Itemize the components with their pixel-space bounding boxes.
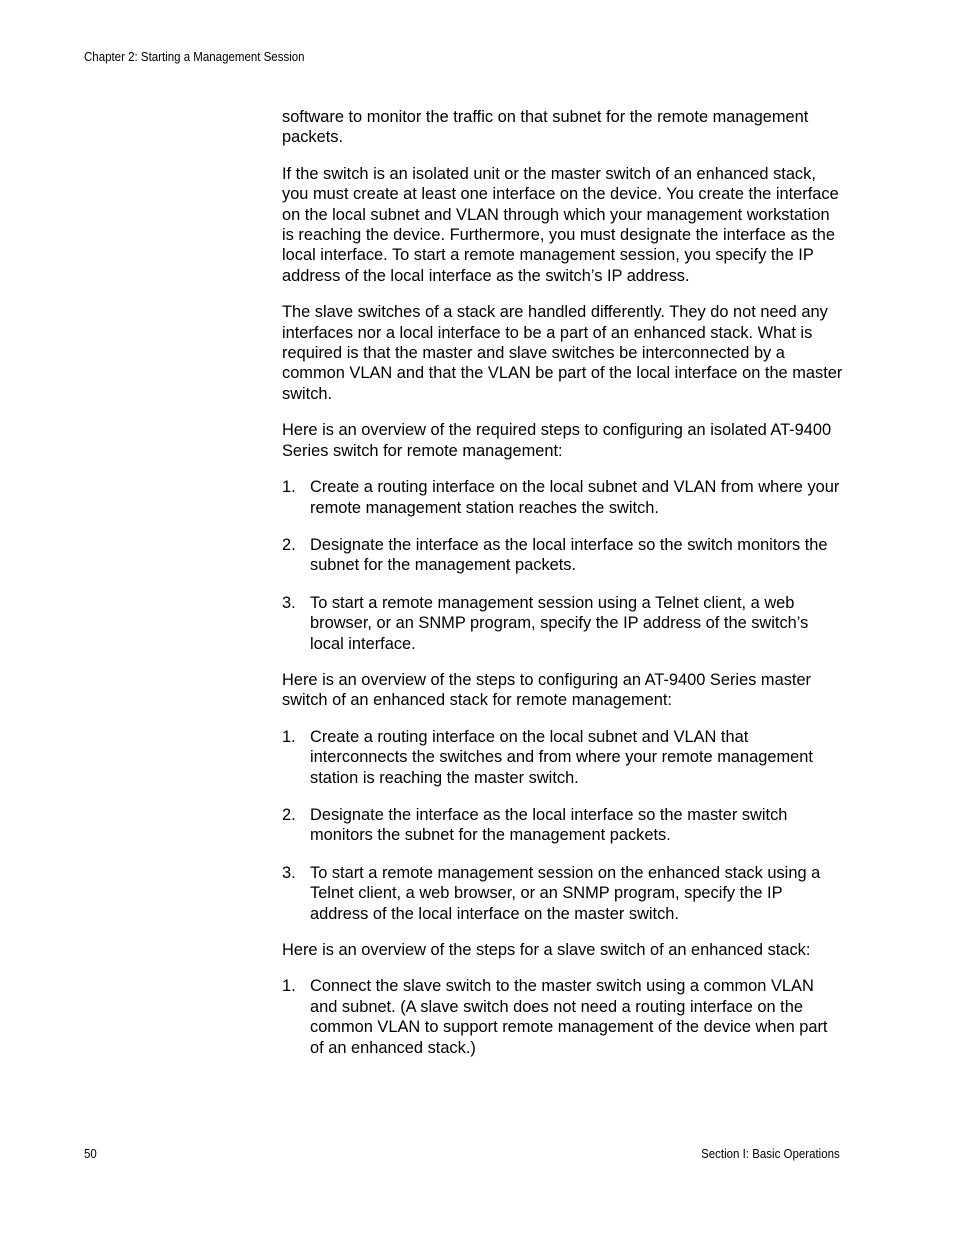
master-switch-steps-list xyxy=(282,727,844,924)
list-number: 2. xyxy=(282,805,296,824)
running-header: Chapter 2: Starting a Management Session xyxy=(84,50,305,64)
paragraph: Here is an overview of the steps to configuring an AT-9400 Series master switch of an enhanced stack for remote management: xyxy=(282,670,812,710)
list-item xyxy=(282,727,844,788)
list-item-text: Connect the slave switch to the master switch using a common VLAN and subnet. (A slave switch does not need a routing interface on the common VLAN to support remote management of the device when part of an enhanced stack.) xyxy=(310,977,828,1057)
list-item-text: To start a remote management session on the enhanced stack using a Telnet client, a web browser, or an SNMP program, specify the IP address of the local interface on the master switch. xyxy=(310,863,821,923)
list-item xyxy=(282,593,844,654)
isolated-switch-steps-list xyxy=(282,477,844,654)
list-item-text: Create a routing interface on the local subnet and VLAN that interconnects the switches and from where your remote management station is reaching the master switch. xyxy=(310,727,813,787)
list-item-text: Create a routing interface on the local subnet and VLAN from where your remote management station reaches the switch. xyxy=(310,478,840,517)
list-item xyxy=(282,976,844,1058)
page-body xyxy=(282,107,844,1074)
paragraph: If the switch is an isolated unit or the master switch of an enhanced stack, you must create at least one interface on the device. You create the interface on the local subnet and VLAN through which your management workstation is reaching the device. Furthermore, you must designate the interface as the local interface. To start a remote management session, you specify the IP address of the local interface as the switch’s IP address. xyxy=(282,164,839,285)
list-item xyxy=(282,805,844,846)
list-item-text: Designate the interface as the local interface so the master switch monitors the subnet for the management packets. xyxy=(310,805,788,845)
list-number: 3. xyxy=(282,593,296,612)
list-number: 1. xyxy=(282,977,296,996)
paragraph: Here is an overview of the required steps to configuring an isolated AT-9400 Series switch for remote management: xyxy=(282,421,832,460)
list-item xyxy=(282,863,844,924)
paragraph: software to monitor the traffic on that subnet for the remote management packets. xyxy=(282,108,809,147)
list-item-text: To start a remote management session using a Telnet client, a web browser, or an SNMP program, specify the IP address of the switch’s local interface. xyxy=(310,593,809,653)
list-number: 2. xyxy=(282,535,296,554)
slave-switch-steps-list xyxy=(282,976,844,1058)
list-item xyxy=(282,477,844,518)
paragraph: The slave switches of a stack are handled differently. They do not need any interfaces nor a local interface to be a part of an enhanced stack. What is required is that the master and slave switches be interconnected by a common VLAN and that the VLAN be part of the local interface on the master switch. xyxy=(282,303,843,403)
paragraph: Here is an overview of the steps for a slave switch of an enhanced stack: xyxy=(282,941,811,959)
page-number: 50 xyxy=(84,1147,97,1161)
list-number: 3. xyxy=(282,863,296,882)
list-number: 1. xyxy=(282,478,296,497)
list-item-text: Designate the interface as the local interface so the switch monitors the subnet for the management packets. xyxy=(310,535,828,575)
list-number: 1. xyxy=(282,727,296,746)
section-footer: Section I: Basic Operations xyxy=(701,1147,840,1161)
list-item xyxy=(282,535,844,576)
